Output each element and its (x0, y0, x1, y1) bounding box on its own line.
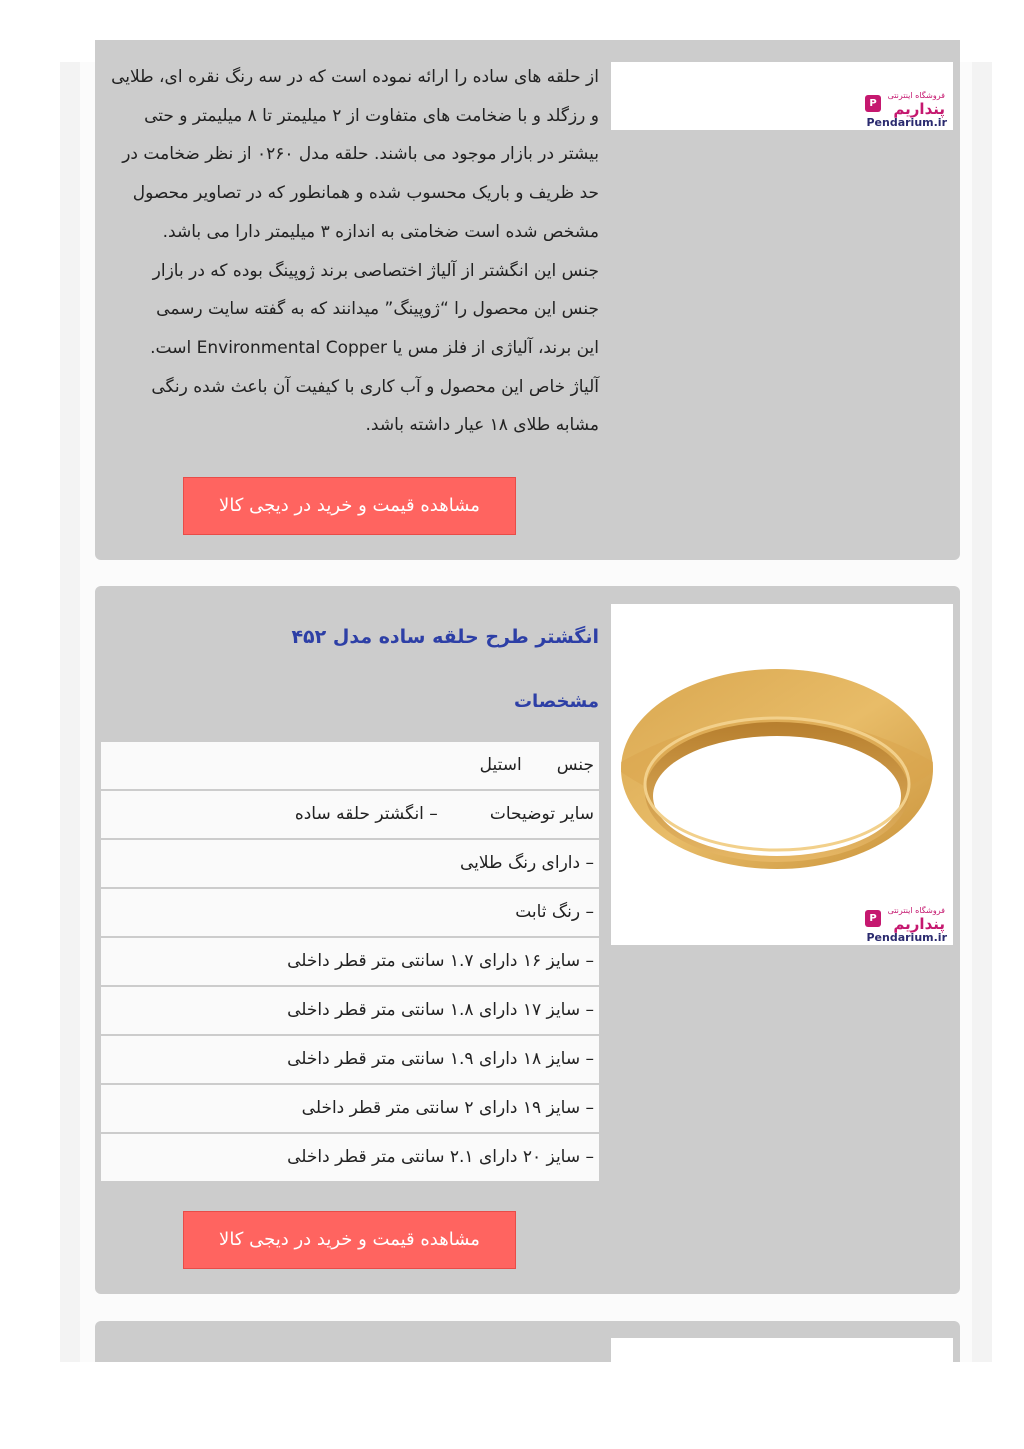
product-description (99, 58, 599, 445)
product-title[interactable]: انگشتر طرح حلقه ساده مدل ۴۵۲ (291, 626, 599, 648)
view-price-buy-digikala-button[interactable]: مشاهده قیمت و خرید در دیجی کالا (183, 477, 516, 535)
description-line: از حلقه های ساده را ارائه نموده است که در سه رنگ نقره ای، طلایی (111, 67, 599, 87)
pendarium-logo: P فروشگاه اینترنتی پنداریم Pendarium.ir (866, 906, 947, 944)
description-line: مشابه طلای ۱۸ عیار داشته باشد. (365, 415, 599, 436)
description-line: و رزگلد و با ضخامت های متفاوت از ۲ میلیمتر تا ۸ میلیمتر و حتی (144, 105, 599, 126)
product-card-452 (95, 586, 960, 1294)
table-row: – سایز ۱۸ دارای ۱.۹ سانتی متر قطر داخلی (101, 1036, 599, 1083)
shopping-bag-icon: P (865, 910, 881, 927)
description-line: جنس این انگشتر از آلیاژ اختصاصی برند ژوپینگ بوده که در بازار (152, 260, 599, 281)
table-row: – سایز ۱۷ دارای ۱.۸ سانتی متر قطر داخلی (101, 987, 599, 1034)
product-card-previous (95, 40, 960, 560)
product-image-previous (611, 62, 953, 130)
pendarium-logo: P فروشگاه اینترنتی پنداریم Pendarium.ir (866, 91, 947, 129)
page-bottom-margin (0, 1362, 1024, 1449)
specs-heading: مشخصات (513, 691, 599, 712)
description-line: حد ظریف و باریک محسوب شده و همانطور که در تصاویر محصول (132, 183, 599, 204)
table-row: – سایز ۲۰ دارای ۲.۱ سانتی متر قطر داخلی (101, 1134, 599, 1181)
spec-value: استیل (479, 755, 522, 775)
description-line: بیشتر در بازار موجود می باشند. حلقه مدل ۰۲۶۰ از نظر ضخامت در (122, 144, 599, 165)
description-line: جنس این محصول را “ژوپینگ” میدانند که به گفته سایت رسمی (156, 299, 599, 320)
gold-ring-image (619, 644, 937, 884)
spec-key: جنس (556, 755, 594, 775)
table-row: – دارای رنگ طلایی (101, 840, 599, 887)
table-row: – سایز ۱۹ دارای ۲ سانتی متر قطر داخلی (101, 1085, 599, 1132)
description-line: آلیاژ خاص این محصول و آب کاری با کیفیت آن باعث شده رنگی (151, 376, 599, 397)
table-row: – سایز ۱۶ دارای ۱.۷ سانتی متر قطر داخلی (101, 938, 599, 985)
table-row (101, 742, 599, 789)
view-price-buy-digikala-button[interactable]: مشاهده قیمت و خرید در دیجی کالا (183, 1211, 516, 1269)
product-image-ring[interactable] (611, 604, 953, 945)
spec-value: – انگشتر حلقه ساده (294, 804, 438, 824)
description-line: این برند، آلیاژی از فلز مس یا Environmental Copper است. (150, 337, 599, 358)
spec-key: سایر توضیحات (489, 804, 594, 824)
specs-table (101, 742, 599, 1183)
shopping-bag-icon: P (865, 95, 881, 112)
table-row: – رنگ ثابت (101, 889, 599, 936)
table-row (101, 791, 599, 838)
description-line: مشخص شده است ضخامتی به اندازه ۳ میلیمتر دارا می باشد. (162, 221, 599, 242)
